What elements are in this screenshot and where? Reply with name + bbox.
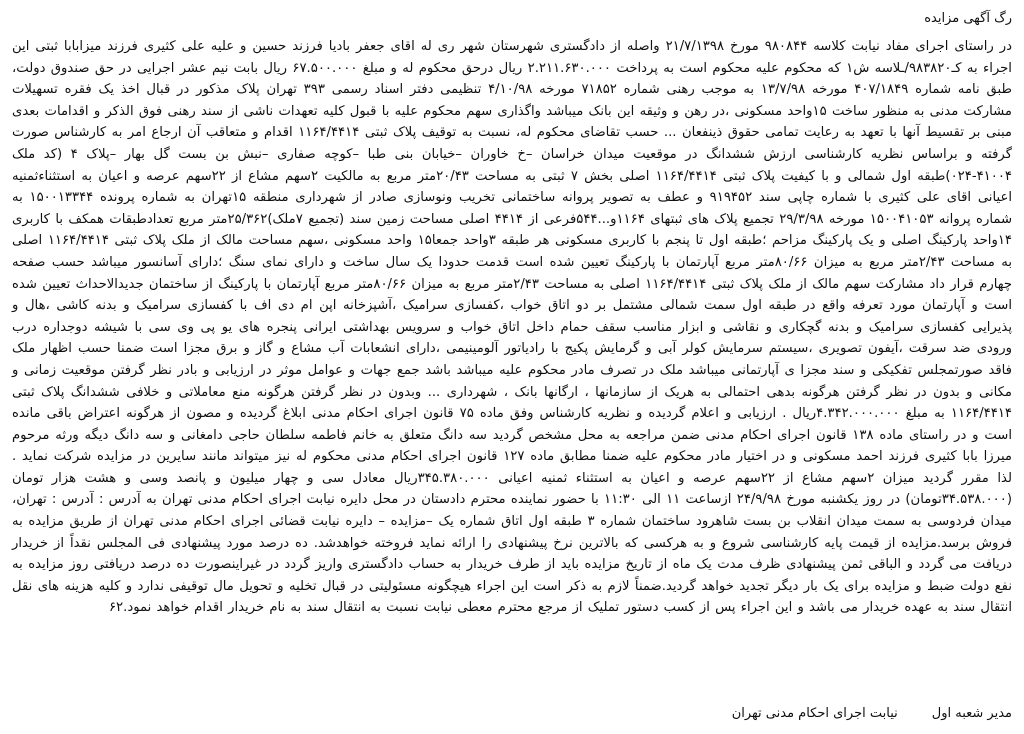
signature-office: نیابت اجرای احکام مدنی تهران bbox=[731, 706, 898, 721]
notice-signature bbox=[732, 702, 1012, 726]
notice-body: در راستای اجرای مفاد نیابت کلاسه ۹۸۰۸۴۴ مورخ ۲۱/۷/۱۳۹۸ واصله از دادگستری شهرستان شهر ری له اقای جعفر بادیا فرزند حسین و علیه علی کثیری فرزند میزابابا ثبتی این اجراء به کـ۹۸۳۸۲۰/ـلاسه ش۱ که محکوم علیه محکوم است به پرداخت ۲.۲۱۱.۶۳۰.۰۰۰ ریال درحق محکوم له و مبلغ ۶۷.۵۰۰.۰۰۰ ریال بابت نیم عشر اجرایی در حق صندوق دولت، طبق نامه شماره ۴۰۷/۱۸۴۹ مورخه ۱۳/۷/۹۸ به موجب رهنی شماره ۷۱۸۵۲ مورخه ۴/۱۰/۹۸ تنظیمی دفتر اسناد رسمی ۳۹۳ تهران پلاک مذکور در قبال اخذ یک فقره تسهیلات مشارکت مدنی به منظور ساخت ۱۵واحد مسکونی ،در رهن و وثیقه این بانک میباشد واگذاری سهم محکوم علیه با قبول کلیه تعهدات ناشی از سند رهنی فوق الذکر و اقدامات بعدی مبنی بر تقسیط آنها با تعهد به رعایت تمامی حقوق ذینفعان ... حسب تقاضای محکوم له، نسبت به توقیف پلاک ثبتی ۱۱۶۴/۴۴۱۴ اقدام و متعاقب آن ارجاع امر به کارشناس صورت گرفته و براساس نظریه کارشناسی ارزش ششدانگ در موقعیت میدان خراسان –خ خاوران –خیابان بنی طبا –کوچه صفاری –نبش بن بست گل بهار –پلاک ۴ (کد ملک ۴۱۰۰۴-۰۲۴)طبقه اول شمالی و با کیفیت پلاک ثبتی ۱۱۶۴/۴۴۱۴ اصلی بخش ۷ ثبتی به مساحت ۲۰/۴۳متر مربع به مالکیت ۲سهم مشاع از ۲۲سهم عرصه و اعیان به استثناءثمنیه اعیانی اقای علی کثیری با شماره چاپی سند ۹۱۹۴۵۲ و عطف به تصویر پروانه ساختمانی تخریب ونوسازی صادر از شهرداری منطقه ۱۵تهران به شماره پرونده ۱۵۰۰۱۳۳۴۴ به شماره پروانه ۱۵۰۰۴۱۰۵۳ مورخه ۲۹/۳/۹۸ تجمیع پلاک های ثبتهای ۱۱۶۴و...۵۴۴فرعی از ۴۴۱۴ اصلی مساحت زمین سند (تجمیع ۷ملک)۲۵/۳۶۲متر مربع تعدادطبقات همکف با کاربری ۱۴واحد پارکینگ اصلی و یک پارکینگ مزاحم ؛طبقه اول تا پنجم با کاربری مسکونی هر طبقه ۳واحد جمعا۱۵ واحد مسکونی ،سهم مساحت مالک از ملک پلاک ثبتی ۱۱۶۴/۴۴۱۴ اصلی به مساحت ۲/۴۳متر مربع به میزان ۸۰/۶۶متر مربع آپارتمان با پارکینگ تعیین شده است قدمت حدودا یک سال ساخت و دارای نمای سنگ ؛دارای آسانسور میباشد حسب صفحه چهارم قرار داد مشارکت سهم مالک از ملک پلاک ثبتی ۱۱۶۴/۴۴۱۴ اصلی به مساحت ۲/۴۳متر مربع به میزان ۸۰/۶۶متر مربع آپارتمان با پارکینگ از ساختمان جدیدالاحداث تعیین شده است و آپارتمان مورد تعرفه واقع در طبقه اول سمت شمالی مشتمل بر دو اتاق خواب ،کفسازی سرامیک ،آشپزخانه اپن ام دی اف با کفسازی سرامیک و بدنه کاشی ،هال و پذیرایی کفسازی سرامیک و بدنه گچکاری و نقاشی و ابزار مناسب سقف حمام داخل اتاق خواب و سرویس بهداشتی ایرانی پنجره های یو پی وی سی با شیشه دوجداره درب ورودی ضد سرقت ،آیفون تصویری ،سیستم سرمایش کولر آبی و گرمایش پکیج با رادیاتور آلومینیمی ،دارای انشعابات آب مشاع و گاز و برق مجزا است ضمنا حسب اظهار ملک فاقد صورتمجلس تفکیکی و سند مجزا ی آپارتمانی میباشد ملک در تصرف مادر محکوم علیه میباشد باشد جمع جهات و عوامل موثر در ارزیابی و بادر نظر گرفتن موقعیت زمانی و مکانی و بدون در نظر گرفتن هرگونه بدهی احتمالی به هریک از سازمانها ، ارگانها بانک ، شهرداری ... وبدون در نظر گرفتن هرگونه منع معاملاتی و خلافی ششدانگ پلاک ثبتی ۱۱۶۴/۴۴۱۴ به مبلغ ۴.۳۴۲.۰۰۰.۰۰۰ریال . ارزیابی و اعلام گردیده و نظریه کارشناس وفق ماده ۷۵ قانون اجرای احکام مدنی ابلاغ گردیده و مصون از هرگونه اعتراض باقی مانده است و در راستای ماده ۱۳۸ قانون اجرای احکام مدنی ضمن مراجعه به محل مشخص گردید سه دانگ متعلق به خانم فاطمه سلطان حاجی دامغانی و سه دانگ دیگه ورثه مرحوم میرزا بابا کثیری فرزند احمد مسکونی و در اختیار مادر محکوم علیه ضمنا مطابق ماده ۱۲۷ قانون اجرای احکام مدنی محکوم له نیز میتواند مانند سایرین در مزایده شرکت نماید . لذا مقرر گردید میزان ۲سهم مشاع از ۲۲سهم عرصه و اعیان به استثناء ثمنیه اعیانی ۳۴۵.۳۸۰.۰۰۰ریال معادل سی و چهار میلیون و پانصد وسی و هشت هزار تومان (۳۴.۵۳۸.۰۰۰تومان) در روز یکشنبه مورخ ۲۴/۹/۹۸ ازساعت ۱۱ الی ۱۱:۳۰ با حضور نماینده محترم دادستان در محل دایره نیابت اجرای احکام مدنی تهران به آدرس : آدرس : تهران، میدان فردوسی به سمت میدان انقلاب بن بست شاهرود ساختمان شماره ۳ طبقه اول اتاق شماره یک –مزایده – دایره نیابت قضائی اجرای احکام مدنی تهران از طریق مزایده به فروش برسد.مزایده از قیمت پایه کارشناسی شروع و به هرکسی که بالاترین نرخ پیشنهادی را ارائه نماید فروخته خواهدشد. ده درصد مورد پیشنهادی فی المجلس نقداً از خریدار دریافت می گردد و الباقی ثمن پیشنهادی ظرف مدت یک ماه از تاریخ مزایده باید از طرف خریدار به حساب دادگستری واریز گردد در غیراینصورت ده درصد دریافتی روز مزایده به نفع دولت ضبط و مزایده برای یک بار دیگر تجدید خواهد گردید.ضمناً لازم به ذکر است این اجراء هیچگونه مسئولیتی در قبال تخلیه و تحویل مال توقیفی ندارد و کلیه هزینه های نقل انتقال سند به عهده خریدار می باشد و این اجراء پس از کسب دستور تملیک از مرجع محترم معطی نیابت نسبت به انتقال سند به نام خریدار اقدام خواهد نمود.۶۲ bbox=[12, 39, 1013, 616]
auction-notice bbox=[10, 6, 1014, 728]
signature-role: مدیر شعبه اول bbox=[931, 706, 1012, 721]
notice-title: رگ آگهی مزایده bbox=[924, 11, 1012, 26]
